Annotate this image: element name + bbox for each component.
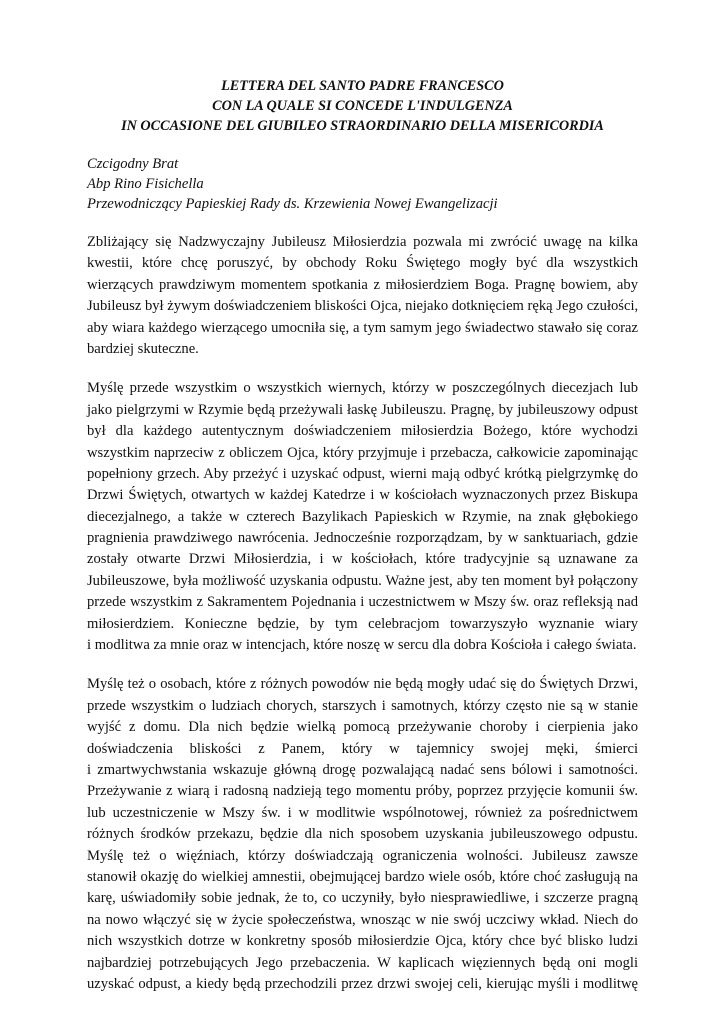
letter-page <box>87 76 638 1013</box>
text-line: popełniony grzech. Aby przeżyć i uzyskać odpust, wierni mają odbyć krótką pielgrzymkę do <box>87 465 638 482</box>
paragraph-2 <box>87 378 638 656</box>
text-line: lub uczestniczenie w Mszy św. i w modlitwie wspólnotowej, również za pośrednictwem <box>87 804 638 821</box>
text-line: na nowo włączyć się w życie społeczeństwa, wnosząc w nie swój uczciwy wkład. Niech do <box>87 911 638 928</box>
paragraph-3 <box>87 674 638 995</box>
address-name: Abp Rino Fisichella <box>87 176 204 192</box>
text-line: Zbliżający się Nadzwyczajny Jubileusz Miłosierdzia pozwala mi zwrócić uwagę na kilka <box>87 234 638 250</box>
text-line: diecezjalnego, a także w czterech Bazylikach Papieskich w Rzymie, na znak głębokiego <box>87 508 638 525</box>
text-line: najbardziej potrzebujących Jego przebaczenia. W kaplicach więziennych będą oni mogli <box>87 954 638 971</box>
text-line: doświadczenia bliskości z Panem, który w tajemnicy swojej męki, śmierci <box>87 740 638 757</box>
text-line: był dla każdego autentycznym doświadczeniem miłosierdzia Bożego, które wychodzi <box>87 423 638 440</box>
text-line: różnych środków przekazu, będzie dla nich sposobem uzyskania jubileuszowego odpustu. <box>87 826 638 843</box>
text-line: Jubileuszowe, była możliwość uzyskania odpustu. Ważne jest, aby ten moment był połączony <box>87 572 638 589</box>
text-line: i modlitwa za mnie oraz w intencjach, które noszę w sercu dla dobra Kościoła i całego świata. <box>87 637 637 654</box>
text-line: karę, uświadomiły sobie jednak, że to, co uczyniły, było niesprawiedliwe, i szczerze pragną <box>87 890 638 907</box>
text-line: przede wszystkim z Sakramentem Pojednania i uczestnictwem w Mszy św. oraz refleksją nad <box>87 594 638 611</box>
title-line: CON LA QUALE SI CONCEDE L'INDULGENZA <box>212 98 513 114</box>
text-line: zostały otwarte Drzwi Miłosierdzia, i w kościołach, które tradycyjnie są uznawane za <box>87 551 638 568</box>
text-line: Myślę też o więźniach, którzy doświadczają ograniczenia wolności. Jubileusz zawsze <box>87 847 638 864</box>
letter-address <box>87 154 638 214</box>
text-line: wierzących prawdziwym momentem spotkania z miłosierdziem Boga. Pragnę bowiem, aby <box>87 276 638 293</box>
text-line: nich wszystkich dotrze w konkretny sposób miłosierdzie Ojca, który chce być blisko ludzi <box>87 933 638 950</box>
text-line: wszystkim naprzeciw z obliczem Ojca, który przyjmuje i przebacza, całkowicie zapominając <box>87 444 638 461</box>
text-line: miłosierdziem. Konieczne będzie, by tym celebracjom towarzyszyło wyznanie wiary <box>87 615 638 632</box>
text-line: wyjść z domu. Dla nich będzie wielką pomocą przeżywanie choroby i cierpienia jako <box>87 719 638 736</box>
text-line: przede wszystkim o ludziach chorych, starszych i samotnych, którzy często nie są w stanie <box>87 697 638 714</box>
address-role: Przewodniczący Papieskiej Rady ds. Krzewienia Nowej Ewangelizacji <box>87 196 498 212</box>
letter-title <box>87 76 638 136</box>
text-line: Myślę też o osobach, które z różnych powodów nie będą mogły udać się do Świętych Drzwi, <box>87 676 638 693</box>
paragraph-1 <box>87 232 638 360</box>
address-salutation: Czcigodny Brat <box>87 156 179 172</box>
title-line: LETTERA DEL SANTO PADRE FRANCESCO <box>221 78 504 94</box>
text-line: aby wiara każdego wierzącego umocniła się, a tym samym jego świadectwo stawało się coraz <box>87 319 638 336</box>
text-line: jako pielgrzymi w Rzymie będą przeżywali łaskę Jubileuszu. Pragnę, by jubileuszowy odpust <box>87 401 638 418</box>
title-line: IN OCCASIONE DEL GIUBILEO STRAORDINARIO DELLA MISERICORDIA <box>121 118 604 134</box>
text-line: Myślę przede wszystkim o wszystkich wiernych, którzy w poszczególnych diecezjach lub <box>87 380 638 397</box>
text-line: pragnienia prawdziwego nawrócenia. Jednocześnie rozporządzam, by w sanktuariach, gdzie <box>87 530 638 547</box>
text-line: bardziej skuteczne. <box>87 340 199 357</box>
text-line: Przeżywanie z wiarą i radosną nadzieją tego momentu próby, poprzez przyjęcie komunii św. <box>87 783 638 800</box>
text-line: uzyskać odpust, a kiedy będą przechodzili przez drzwi swojej celi, kierując myśli i modlitwę <box>87 975 638 992</box>
text-line: stanowił okazję do wielkiej amnestii, obejmującej bardzo wiele osób, które choć zasługują na <box>87 868 638 885</box>
text-line: Jubileusz był żywym doświadczeniem bliskości Ojca, niejako dotknięciem ręką Jego czułości, <box>87 298 639 315</box>
text-line: kwestii, które chcę poruszyć, by obchody Roku Świętego mogły być dla wszystkich <box>87 255 638 272</box>
text-line: Drzwi Świętych, otwartych w każdej Katedrze i w kościołach wyznaczonych przez Biskupa <box>87 487 638 504</box>
text-line: i zmartwychwstania wskazuje główną drogę pozwalającą nadać sens bólowi i samotności. <box>87 761 638 778</box>
